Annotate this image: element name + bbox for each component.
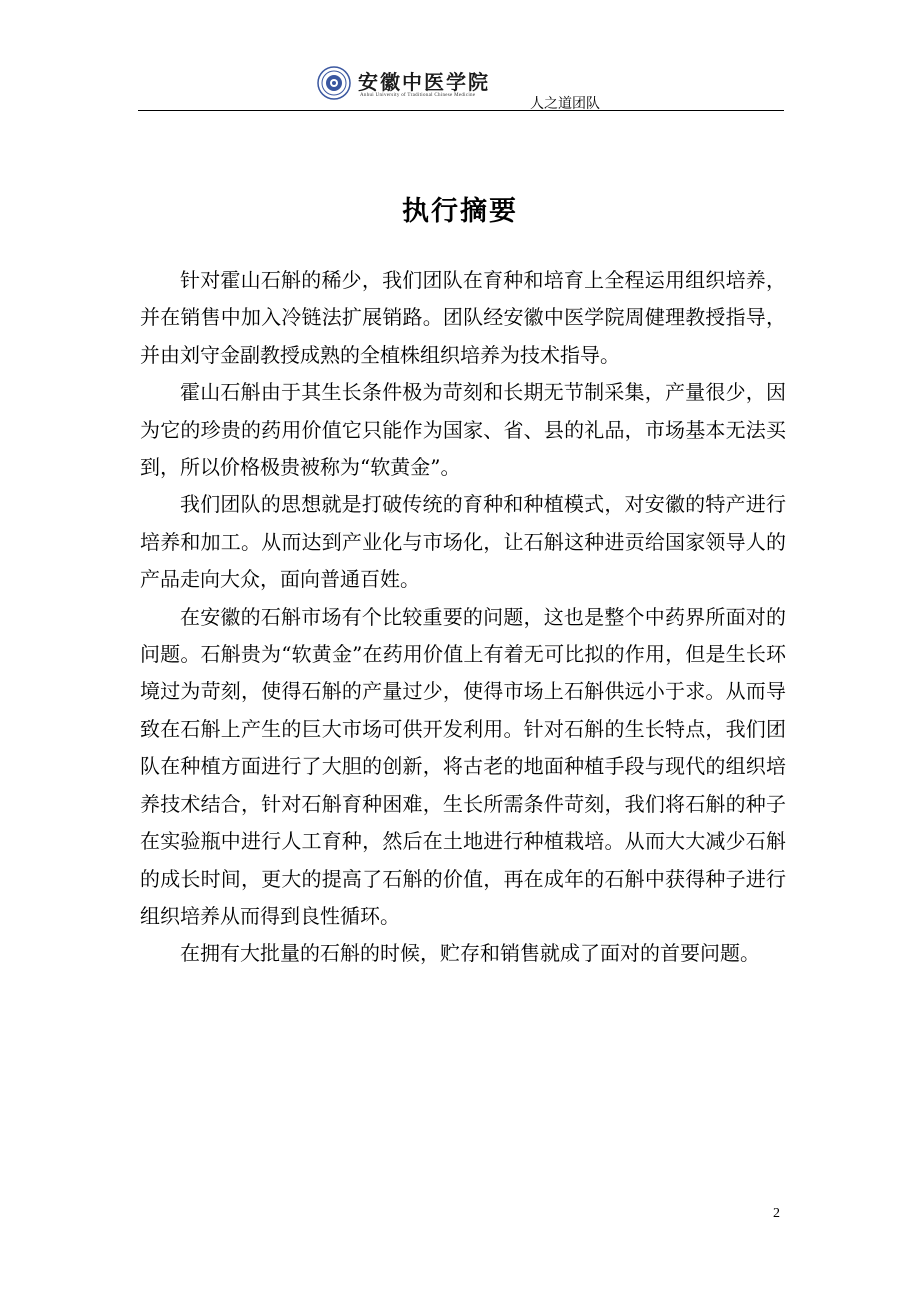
header-rule [138,110,784,111]
university-seal-icon [317,66,351,100]
paragraph: 针对霍山石斛的稀少，我们团队在育种和培育上全程运用组织培养，并在销售中加入冷链法扩展销路。团队经安徽中医学院周健理教授指导，并由刘守金副教授成熟的全植株组织培养为技术指导。 [140,268,786,367]
document-body [140,262,786,973]
page-number: 2 [773,1206,780,1221]
page-title: 执行摘要 [402,196,518,227]
paragraph: 我们团队的思想就是打破传统的育种和种植模式，对安徽的特产进行培养和加工。从而达到产业化与市场化，让石斛这种进贡给国家领导人的产品走向大众，面向普通百姓。 [140,492,786,592]
page-header [138,60,784,112]
university-english-name: Anhui University of Traditional Chinese Medicine [360,93,476,98]
paragraph: 在安徽的石斛市场有个比较重要的问题，这也是整个中药界所面对的问题。石斛贵为“软黄金”在药用价值上有着无可比拟的作用，但是生长环境过为苛刻，使得石斛的产量过少，使得市场上石斛供远小于求。从而导致在石斛上产生的巨大市场可供开发利用。针对石斛的生长特点，我们团队在种植方面进行了大胆的创新，将古老的地面种植手段与现代的组织培养技术结合，针对石斛育种困难，生长所需条件苛刻，我们将石斛的种子在实验瓶中进行人工育种，然后在土地进行种植栽培。从而大大减少石斛的成长时间，更大的提高了石斛的价值，再在成年的石斛中获得种子进行组织培养从而得到良性循环。 [140,604,786,928]
team-name: 人之道团队 [530,96,600,112]
university-name: 安徽中医学院 [358,70,490,94]
paragraph: 霍山石斛由于其生长条件极为苛刻和长期无节制采集，产量很少，因为它的珍贵的药用价值它只能作为国家、省、县的礼品，市场基本无法买到，所以价格极贵被称为“软黄金”。 [140,380,786,480]
paragraph: 在拥有大批量的石斛的时候，贮存和销售就成了面对的首要问题。 [180,941,760,966]
